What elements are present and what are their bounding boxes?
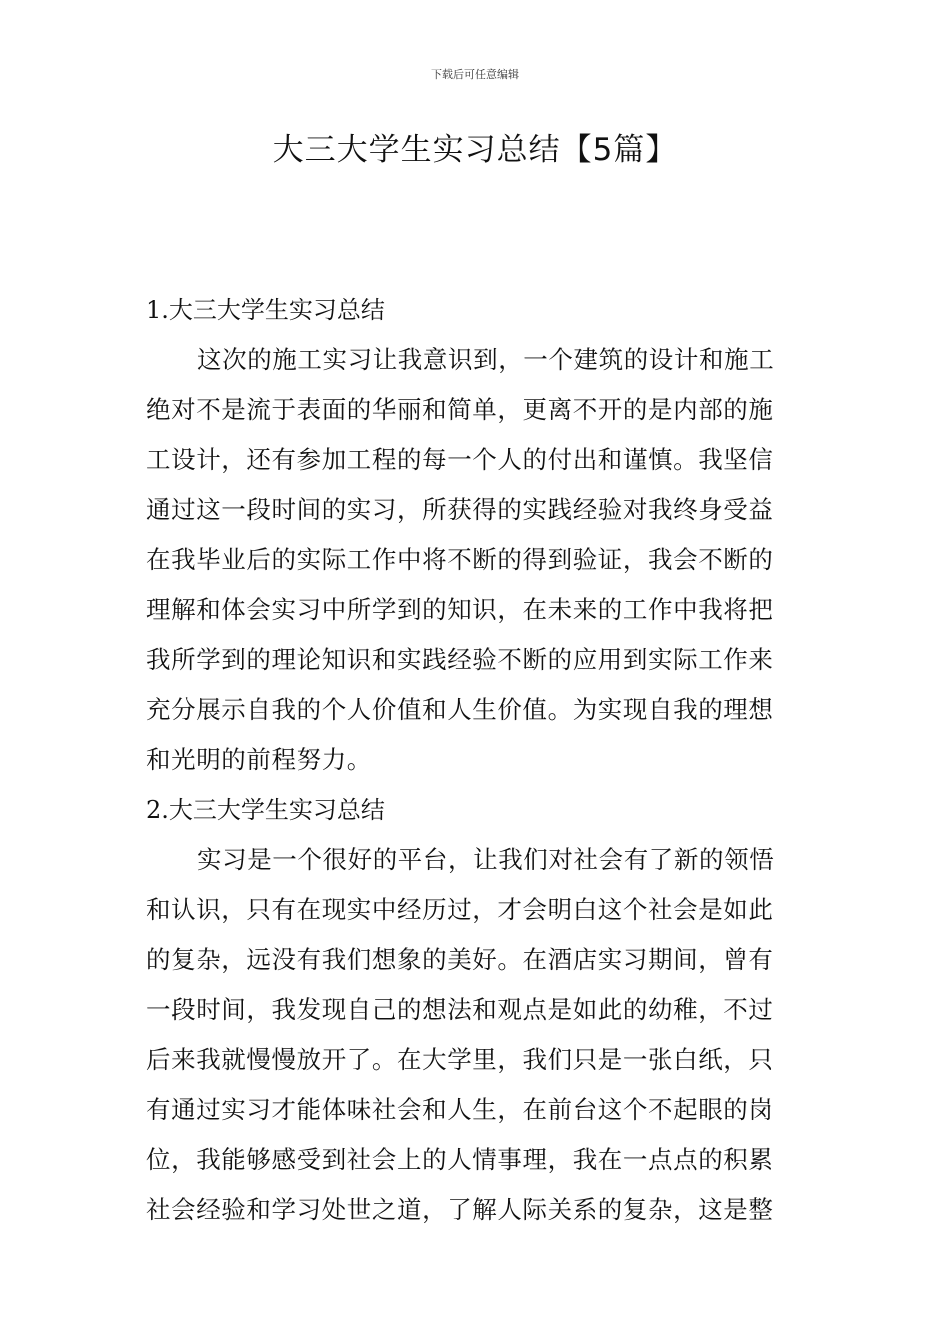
paragraph-line: 实习是一个很好的平台，让我们对社会有了新的领悟 <box>197 845 775 874</box>
section-2 <box>146 785 808 1235</box>
document-body <box>146 285 808 1235</box>
paragraph-line: 后来我就慢慢放开了。在大学里，我们只是一张白纸，只 <box>146 1045 774 1074</box>
paragraph-line: 充分展示自我的个人价值和人生价值。为实现自我的理想 <box>146 695 774 724</box>
paragraph-line: 绝对不是流于表面的华丽和简单，更离不开的是内部的施 <box>146 395 774 424</box>
section-heading: 1.大三大学生实习总结 <box>146 296 385 324</box>
paragraph-line: 一段时间，我发现自己的想法和观点是如此的幼稚，不过 <box>146 995 774 1024</box>
section-1 <box>146 285 808 785</box>
paragraph-line: 的复杂，远没有我们想象的美好。在酒店实习期间，曾有 <box>146 945 774 974</box>
header-note: 下载后可任意编辑 <box>431 68 519 81</box>
paragraph-line: 在我毕业后的实际工作中将不断的得到验证，我会不断的 <box>146 545 774 574</box>
paragraph-line: 这次的施工实习让我意识到，一个建筑的设计和施工 <box>197 345 775 374</box>
paragraph-line: 位，我能够感受到社会上的人情事理，我在一点点的积累 <box>146 1145 774 1174</box>
paragraph-line: 社会经验和学习处世之道，了解人际关系的复杂，这是整 <box>146 1195 774 1224</box>
paragraph-line: 工设计，还有参加工程的每一个人的付出和谨慎。我坚信 <box>146 445 774 474</box>
section-heading: 2.大三大学生实习总结 <box>146 796 385 824</box>
paragraph-line: 和光明的前程努力。 <box>146 745 372 774</box>
paragraph-line: 和认识，只有在现实中经历过，才会明白这个社会是如此 <box>146 895 774 924</box>
paragraph-line: 理解和体会实习中所学到的知识，在未来的工作中我将把 <box>146 595 774 624</box>
paragraph-line: 有通过实习才能体味社会和人生，在前台这个不起眼的岗 <box>146 1095 774 1124</box>
paragraph-line: 通过这一段时间的实习，所获得的实践经验对我终身受益 <box>146 495 774 524</box>
paragraph-line: 我所学到的理论知识和实践经验不断的应用到实际工作来 <box>146 645 774 674</box>
document-title: 大三大学生实习总结【5篇】 <box>272 132 678 168</box>
